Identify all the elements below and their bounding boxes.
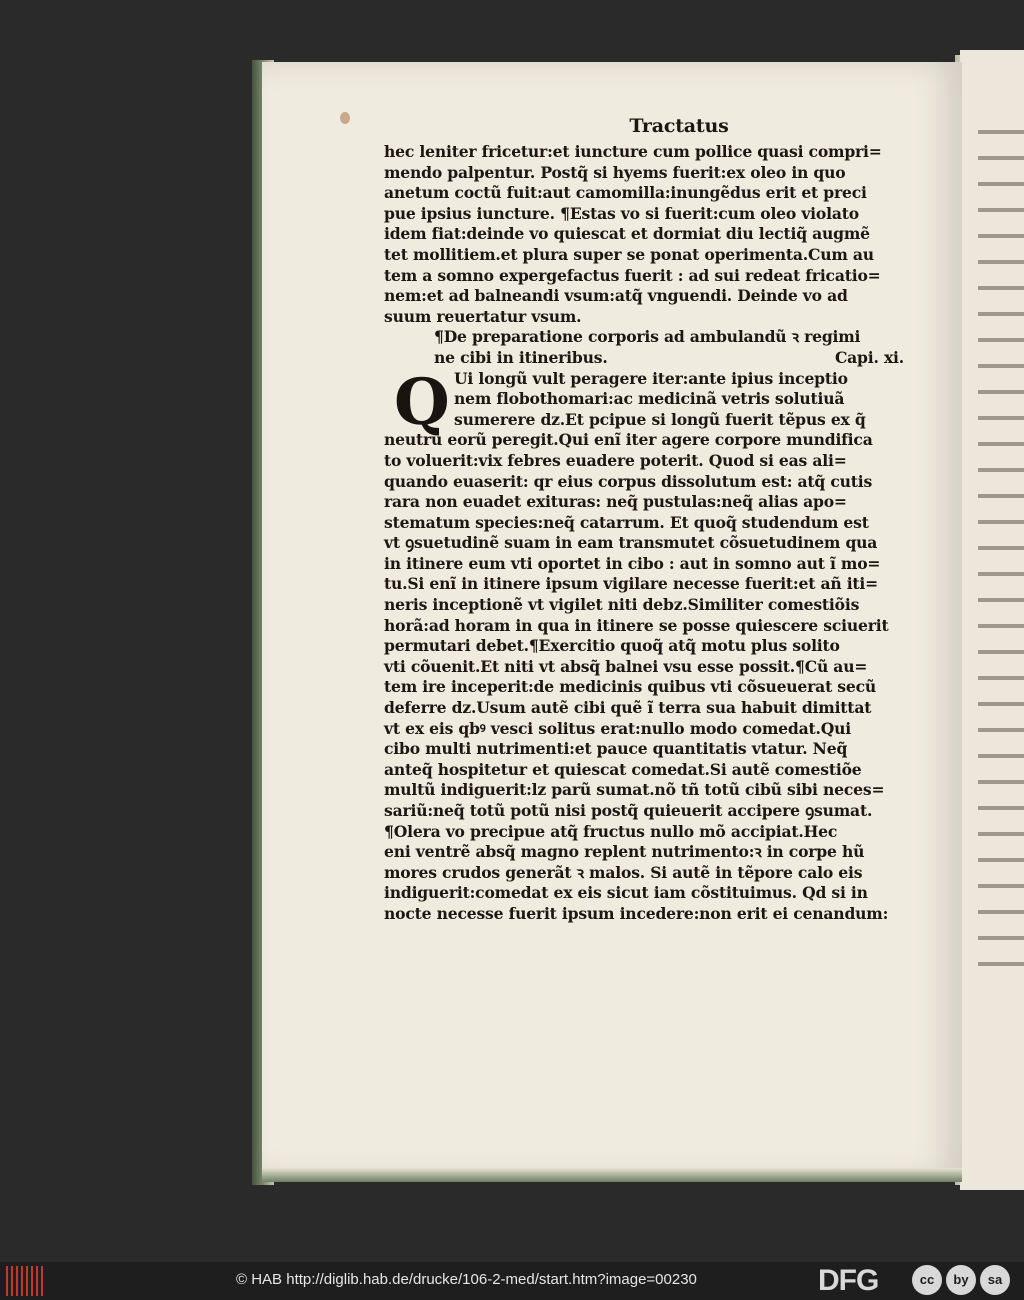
paragraph-a (384, 142, 934, 327)
text-line: rara non euadet exituras: neq̃ pustulas:neq̃ alias apo= (384, 492, 847, 512)
text-line: permutari debet.¶Exercitio quoq̃ atq̃ motu plus solito (384, 636, 840, 656)
paragraph-b (384, 430, 934, 924)
text-line: nem:et ad balneandi vsum:atq̃ vnguendi. Deinde vo ad (384, 286, 848, 306)
chapter-number: Capi. xi. (834, 347, 904, 367)
chapter-heading-text: ne cibi in itineribus. (434, 347, 608, 367)
text-line: deferre dz.Usum autẽ cibi quẽ ĩ terra sua habuit dimittat (384, 698, 872, 718)
text-line: cibo multi nutrimenti:et pauce quantitatis vtatur. Neq̃ (384, 739, 848, 759)
page-stain (340, 112, 350, 124)
text-line: vti cõuenit.Et niti vt absq̃ balnei vsu esse possit.¶Cũ au= (384, 656, 868, 676)
text-line: anetum coctũ fuit:aut camomilla:inungẽdus erit et preci (384, 183, 867, 203)
text-line: horã:ad horam in qua in itinere se posse quiescere sciuerit (384, 615, 889, 635)
text-line: eni ventrẽ absq̃ magno replent nutrimento:ꝛ in corpe hũ (384, 842, 865, 862)
text-line: ¶Olera vo precipue atq̃ fructus nullo mõ accipiat.Hec (384, 821, 838, 841)
text-line: neutrũ eorũ peregit.Qui enĩ iter agere corpore mundifica (384, 430, 873, 450)
facing-page-text (978, 130, 1024, 970)
text-line: stematum species:neq̃ catarrum. Et quoq̃ studendum est (384, 512, 869, 532)
text-line: tem ire inceperit:de medicinis quibus vti cõsueuerat secũ (384, 677, 877, 697)
text-line: anteq̃ hospitetur et quiescat comedat.Si autẽ comestiõe (384, 759, 862, 779)
text-line: Ui longũ vult peragere iter:ante ipius inceptio (454, 368, 848, 388)
page-bottom-edge (262, 1168, 962, 1182)
initial-lines (384, 369, 934, 431)
text-line: nocte necesse fuerit ipsum incedere:non erit ei cenandum: (384, 903, 889, 923)
by-icon: by (946, 1265, 976, 1295)
text-line: tu.Si enĩ in itinere ipsum vigilare necesse fuerit:et añ iti= (384, 574, 879, 594)
text-line: tet mollitiem.et plura super se ponat operimenta.Cum au (384, 244, 874, 264)
running-head: Tractatus (629, 115, 729, 137)
dfg-logo[interactable]: DFG (818, 1264, 879, 1297)
text-line: hec leniter fricetur:et iuncture cum pollice quasi compri= (384, 142, 882, 161)
sa-icon: sa (980, 1265, 1010, 1295)
text-line: in itinere eum vti oportet in cibo : aut in somno aut ĩ mo= (384, 553, 881, 573)
cc-license-icons[interactable] (912, 1265, 1010, 1297)
hab-logo-icon[interactable] (6, 1266, 46, 1296)
text-line: multũ indiguerit:lz parũ sumat.nõ tñ totũ cibũ sibi neces= (384, 780, 885, 800)
chapter-heading-line-2 (384, 348, 934, 369)
text-line: pue ipsius iuncture. ¶Estas vo si fuerit:cum oleo violato (384, 203, 859, 223)
viewer-footer (0, 1262, 1024, 1300)
text-line: mendo palpentur. Postq̃ si hyems fuerit:ex oleo in quo (384, 162, 846, 182)
text-line: suum reuertatur vsum. (384, 306, 582, 326)
page-text (384, 112, 934, 925)
text-line: tem a somno expergefactus fuerit : ad sui redeat fricatio= (384, 265, 881, 285)
text-line: vt ex eis qbꝰ vesci solitus erat:nullo modo comedat.Qui (384, 718, 851, 738)
text-line: to voluerit:vix febres euadere poterit. Quod si eas ali= (384, 450, 847, 470)
text-line: sariũ:neq̃ totũ potũ nisi postq̃ quieuerit accipere ꝯsumat. (384, 801, 873, 820)
text-line: quando euaserit: qr eius corpus dissolutum est: atq̃ cutis (384, 471, 873, 491)
text-line: neris inceptionẽ vt vigilet niti debz.Similiter comestiõis (384, 595, 860, 615)
text-line: vt ꝯsuetudinẽ suam in eam transmutet cõsuetudinem qua (384, 533, 878, 553)
text-line: nem flobothomari:ac medicinã vetris solutiuã (454, 389, 845, 409)
cc-icon: cc (912, 1265, 942, 1295)
copyright-link[interactable]: © HAB http://diglib.hab.de/drucke/106-2-med/start.htm?image=00230 (236, 1271, 697, 1288)
drop-cap-initial: Q (394, 364, 450, 440)
text-line: indiguerit:comedat ex eis sicut iam cõstituimus. Qd si in (384, 883, 868, 903)
text-line: idem fiat:deinde vo quiescat et dormiat diu lectiq̃ augmẽ (384, 224, 870, 244)
chapter-heading-line-1: ¶De preparatione corporis ad ambulandũ ꝛ regimi (434, 327, 861, 347)
text-line: sumerere dz.Et pcipue si longũ fuerit tẽpus ex q̃ (454, 409, 866, 429)
text-line: mores crudos generãt ꝛ malos. Si autẽ in tẽpore calo eis (384, 862, 863, 882)
